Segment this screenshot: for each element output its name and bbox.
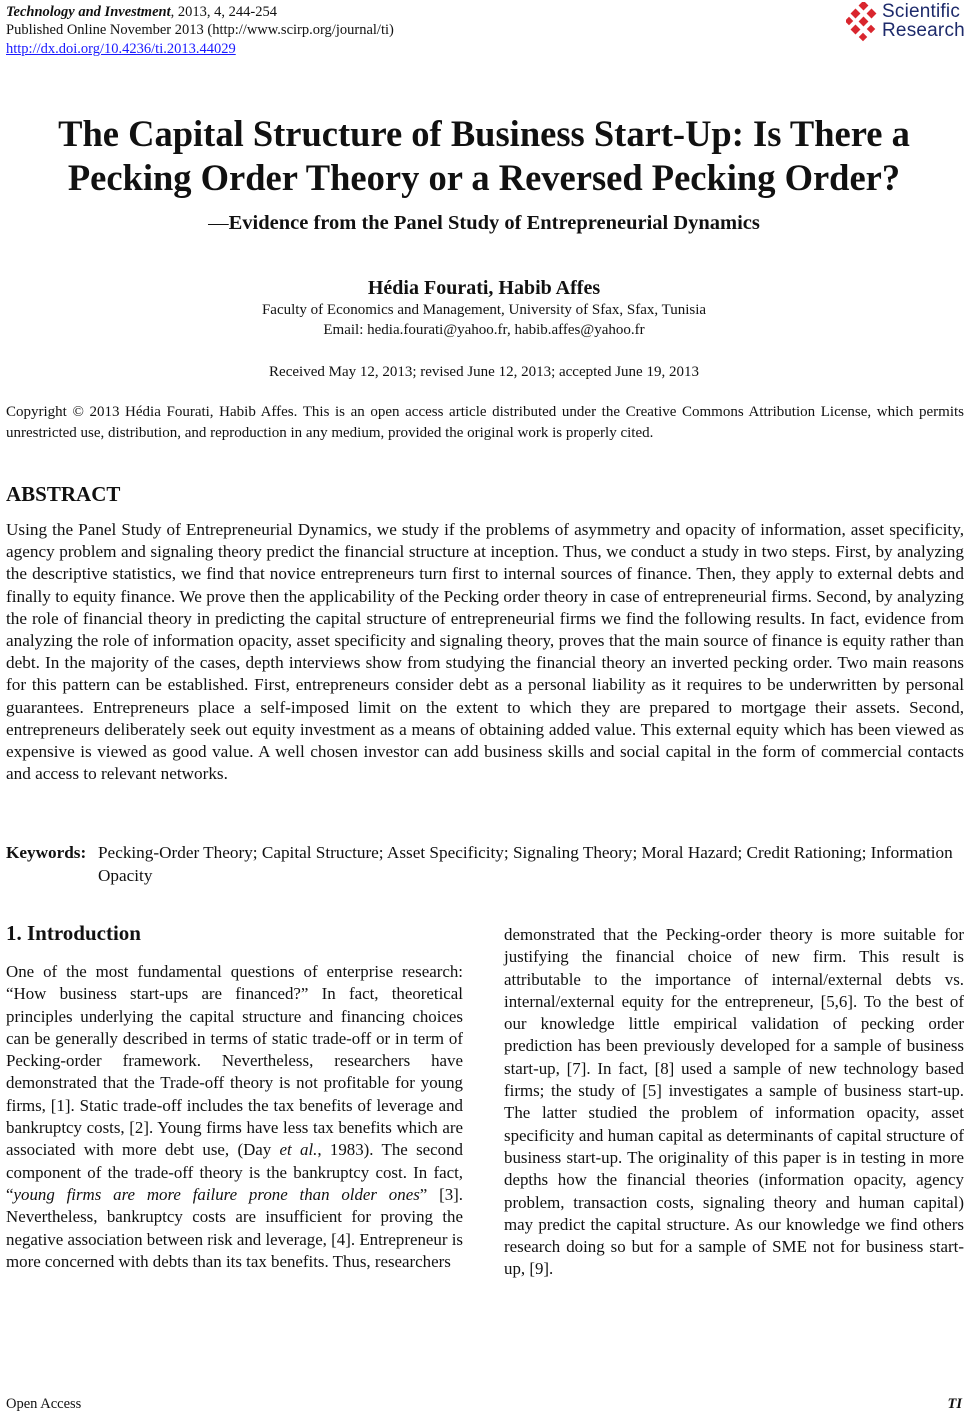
subtitle-text: Evidence from the Panel Study of Entrepreneurial Dynamics xyxy=(228,212,760,234)
paper-title xyxy=(0,112,968,200)
intro-column-right: demonstrated that the Pecking-order theory is more suitable for justifying the financial choice of new firm. This result is attributable to the importance of internal/external debts vs. internal/external equity for the entrepreneur, [5,6]. To the best of our knowledge little empirical validation of pecking order prediction has been previously developed for a sample of business start-up, [7]. In fact, [8] used a sample of new technology based firms; the study of [5] investigates a sample of business start-up. The latter studied the problem of information opacity, asset specificity and human capital as determinants of capital structure of business start-up. The originality of this paper is in testing in more depths how the financial theories (information opacity, agency problem, transaction costs, signaling theory and human capital) may predict the capital structure. As our knowledge we find others research doing so but for a sample of SME not for business start-up, [9]. xyxy=(504,925,964,1279)
copyright-notice: Copyright © 2013 Hédia Fourati, Habib Affes. This is an open access article distributed under the Creative Commons Attribution License, which permits unrestricted use, distribution, and reproduction in any medium, provided the original work is properly cited. xyxy=(6,404,964,441)
doi-link[interactable]: http://dx.doi.org/10.4236/ti.2013.44029 xyxy=(6,41,236,57)
title-line-2: Pecking Order Theory or a Reversed Pecking Order? xyxy=(67,157,901,198)
affiliation: Faculty of Economics and Management, University of Sfax, Sfax, Tunisia xyxy=(261,302,707,318)
abstract-heading: ABSTRACT xyxy=(6,482,121,506)
intro-quote: young firms are more failure prone than older ones xyxy=(13,1184,420,1204)
et-al: et al. xyxy=(279,1140,318,1160)
received-dates: Received May 12, 2013; revised June 12, 2013; accepted June 19, 2013 xyxy=(269,364,699,380)
subtitle-dash: — xyxy=(208,212,229,234)
paper-subtitle xyxy=(0,210,968,236)
published-online: Published Online November 2013 (http://www.scirp.org/journal/ti) xyxy=(6,22,394,38)
keywords-label: Keywords: xyxy=(6,843,87,862)
authors: Hédia Fourati, Habib Affes xyxy=(367,277,601,299)
keywords-text: Pecking-Order Theory; Capital Structure; Asset Specificity; Signaling Theory; Moral Hazard; Credit Rationing; Information Opacity xyxy=(98,843,953,885)
intro-text-2: , 1983). The second component of the trade-off theory is the bankruptcy cost. In fact, “ xyxy=(6,1140,463,1204)
abstract-text: Using the Panel Study of Entrepreneurial Dynamics, we study if the problems of asymmetry and opacity of information, asset specificity, agency problem and signaling theory predict the financial structure at inception. Thus, we conduct a study in two steps. First, by analyzing the descriptive statistics, we find that novice entrepreneurs turn first to internal sources of finance. Then, they apply to external debts and finally to equity finance. We prove then the applicability of the Pecking order theory in case of entrepreneurial firms. Second, by analyzing the role of financial theory in predicting the capital structure of entrepreneurial firms we find the following results. In fact, evidence from analyzing the role of information opacity, asset specificity and signaling theory, proves that the main source of finance is equity rather than debt. In the majority of the cases, depth interviews show from studying the financial theory an inverted pecking order. Two main reasons for this pattern can be established. First, entrepreneurs consider debt as a personal liability as it requires to be underwritten by personal guarantees. Entrepreneurs place a self-imposed limit on the extent to which they are prepared to mortgage their assets. Second, entrepreneurs deliberately seek out equity investment as a means of obtaining added value. This external equity which has been viewed as expensive is viewed as good value. A well chosen investor can add business skills and social capital in the form of commercial contacts and access to relevant networks. xyxy=(6,520,964,784)
logo-text-research: Research xyxy=(882,20,965,41)
footer-open-access: Open Access xyxy=(6,1396,82,1412)
footer-journal-abbrev: TI xyxy=(947,1396,962,1412)
intro-text-3: ” [3]. Nevertheless, bankruptcy costs are insufficient for proving the negative association between risk and leverage, [4]. Entrepreneur is more concerned with debts than its tax benefits. Thus, researchers xyxy=(6,1184,463,1271)
journal-name: Technology and Investment xyxy=(6,4,171,20)
intro-text-1: One of the most fundamental questions of enterprise research: “How business start-ups are financed?” In fact, theoretical principles underlying the capital structure and financing choices can be generally described in terms of static trade-off or in term of Pecking-order framework. Nevertheless, researchers have demonstrated that the Trade-off theory is not profitable for young firms, [1]. Static trade-off includes the tax benefits of leverage and bankruptcy costs, [2]. Young firms have less tax benefits which are associated with more debt use, (Day xyxy=(6,962,463,1160)
scientific-research-logo xyxy=(846,0,964,44)
email: Email: hedia.fourati@yahoo.fr, habib.affes@yahoo.fr xyxy=(323,322,645,338)
logo-mark-icon xyxy=(846,2,882,42)
title-line-1: The Capital Structure of Business Start-Up: Is There a xyxy=(58,113,910,154)
journal-citation xyxy=(6,3,277,21)
journal-volume: , 2013, 4, 244-254 xyxy=(170,4,277,20)
section-heading-introduction: 1. Introduction xyxy=(6,921,141,945)
intro-column-left xyxy=(6,961,463,1273)
logo-text-scientific: Scientific xyxy=(882,1,961,22)
